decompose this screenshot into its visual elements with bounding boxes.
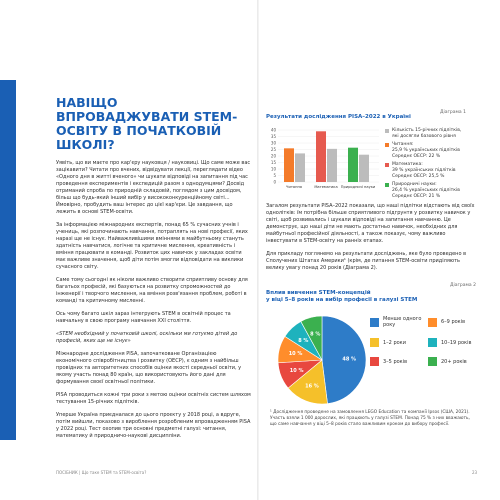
- legend-swatch: [428, 357, 437, 366]
- y-tick-label: 0: [273, 179, 276, 185]
- pie-slice-label: 8 %: [298, 338, 309, 345]
- y-tick-label: 5: [273, 173, 276, 178]
- legend-swatch: [385, 129, 389, 133]
- bar: [295, 153, 305, 182]
- page-title: НАВІЩО ВПРОВАДЖУВАТИ STEM-ОСВІТУ В ПОЧАТКОВІЙ ШКОЛІ?: [56, 95, 238, 152]
- y-tick-label: 30: [270, 140, 276, 146]
- paragraph: Міжнародне дослідження PISA, започатковане Організацією економічного співробітництва і розвитку (ОЕСР), є одним з найбільш провідних та авторитетних способів оцінки якості середньої освіти, у якому участь понад 80 країн, що використовують його дані для формування своєї освітньої політики.: [56, 351, 242, 385]
- pie-slice-label: 10 %: [289, 368, 304, 375]
- legend-item: [370, 338, 422, 347]
- right-text: [266, 203, 476, 278]
- page-number: 23: [472, 470, 478, 475]
- bar: [359, 155, 369, 182]
- y-tick-label: 25: [270, 147, 276, 152]
- legend-label: [392, 142, 460, 160]
- chart2-title-line: Вплив вивчення STEM-концепцій: [266, 290, 371, 296]
- left-footer: ПОСІБНИК | Що таке STEM та STEM-освіта?: [56, 470, 147, 475]
- quote: «STEM необхідний у початковій школі, оскільки ми готуємо дітей до професій, яких ще не існує»: [56, 331, 238, 344]
- paragraph: Уперше Україна приєдналася до цього проєкту у 2018 році, а вдруге, потім вийшли, показово з вироблення розробленим впровадженням PISA у 2022 році. Тест охопив три основні предметні галузі: читання, математику й природничо-наукові дисципліни.: [56, 412, 251, 439]
- legend-line: Читання:: [392, 142, 414, 147]
- legend-line: Середнє ОЕСР: 22 %: [392, 154, 441, 159]
- legend-line: 26,4 % українських підлітків: [392, 188, 460, 193]
- paragraph: Саме тому сьогодні як ніколи важливо створити сприятливу основу для багатьох професій, які базуються на розвитку спроможностей до інженерії і творчого мислення, на вміння розв'язання проблем, роботі в команді та критичному мисленні.: [56, 277, 248, 304]
- x-tick-label: Математика: [314, 185, 338, 189]
- legend-label: 6–9 років: [441, 319, 466, 325]
- chart2-title: [266, 290, 466, 304]
- legend-label: 1–2 роки: [383, 339, 406, 346]
- legend-item: [370, 357, 422, 366]
- legend-swatch: [385, 163, 389, 167]
- page-gutter: [257, 0, 259, 500]
- x-tick-label: Читання: [286, 185, 302, 189]
- legend-swatch: [370, 318, 379, 327]
- legend-swatch: [385, 183, 389, 187]
- diagram-2-label: Діаграма 2: [450, 283, 476, 288]
- footnote: ¹ Дослідження проведене на замовлення LEGO Education та компанії Ipsos (США, 2021). Участь взяли 1 000 дорослих, які працюють у галузі STEM. Понад 75 % з них вважають, що саме навчання у віці 5–8 років стало важливим кроком до вибору професії.: [270, 410, 470, 427]
- stem-pie-chart: [272, 310, 372, 410]
- pie-slice-label: 16 %: [305, 383, 319, 390]
- blue-spine-bar: [0, 80, 16, 440]
- left-page: [40, 96, 252, 446]
- legend-label: 3–5 років: [383, 358, 408, 365]
- legend-line: 25,9 % українських підлітків: [392, 148, 460, 153]
- pie-slice-label: 10 %: [288, 351, 303, 358]
- legend-swatch: [428, 338, 437, 347]
- legend-line: які досягли базового рівня: [392, 134, 456, 139]
- legend-swatch: [370, 338, 379, 347]
- legend-item: [385, 162, 485, 180]
- y-tick-label: 40: [270, 127, 276, 133]
- bar: [348, 148, 358, 182]
- y-tick-label: 10: [270, 166, 276, 172]
- legend-item: [385, 142, 485, 160]
- pie-slice-label: 48 %: [342, 356, 357, 363]
- legend-item: [428, 338, 480, 347]
- bar: [284, 148, 294, 182]
- legend-label: Менше одного року: [383, 316, 422, 328]
- legend-line: Природничі науки:: [392, 182, 437, 187]
- x-tick-label: Природничі науки: [340, 185, 376, 189]
- paragraph: PISA проводиться кожні три роки з метою оцінки освітніх систем шляхом тестування 15-річних підлітків.: [56, 392, 251, 405]
- paragraph: Загалом результати PISA–2022 показали, що наші підлітки відстають від своїх однолітків: їм потрібна більше сприятливого підгрунтя у розвитку навичок у світі, щоб розвивались і шукали відповіді на запитання навчанню. Це демонструє, що наші діти не мають достатньо навичок, необхідних для майбутньої професійної діяльності, а також показує, чому важливо інвестувати в STEM-освіту на ранніх етапах.: [266, 203, 475, 244]
- legend-label: [392, 182, 460, 200]
- bar: [316, 131, 326, 182]
- legend-label: [392, 162, 456, 180]
- chart1-title: Результати дослідження PISA–2022 в Україні: [266, 114, 411, 120]
- legend-line: Математика:: [392, 162, 423, 167]
- legend-item: [428, 316, 480, 328]
- y-tick-label: 35: [270, 134, 276, 139]
- legend-item: [428, 357, 480, 366]
- legend-line: Кількість 15-річних підлітків,: [392, 128, 462, 133]
- chart2-legend: [370, 316, 480, 366]
- chart2-title-line: у віці 5–8 років на вибір професії в галузі STEM: [266, 297, 418, 303]
- legend-swatch: [370, 357, 379, 366]
- legend-item: [385, 182, 485, 200]
- legend-label: 10–19 років: [441, 339, 472, 346]
- paragraph: Уявіть, що ви маєте про кар'єру науковця / науковиці. Що саме може вас зацікавити? Читати про вчених, відвідувати лекції, переглядати відео «Одного дня в житті вченого» чи шукати відповіді на запитання під час проведення експериментів і експедицій разом з однодумцями? Досвід отриманий спроба по природній складовій, поглядом з цим досвідом, більш що будь-який інший вибір у висококонкуренційному світі... Ймовірно, пробудить ваш інтерес до цієї кар'єри. Це завдання, що лежить в основі STEM-освіти.: [56, 160, 251, 215]
- chart1-legend: [385, 128, 485, 202]
- legend-line: 39 % українських підлітків: [392, 168, 456, 173]
- legend-swatch: [428, 318, 437, 327]
- pie-slice-label: 8 %: [310, 331, 321, 338]
- bar: [327, 149, 337, 182]
- legend-swatch: [385, 143, 389, 147]
- paragraph: За інформацією міжнародних експертів, понад 65 % сучасних учнів і учениць, які розпочинають навчання, потраплять на нові професії, яких наразі ще не існує. Найважливішими вміннями в майбутньому стануть здатність навчатися, логічне та критичне мислення, креативність і вміння працювати в команді. Розвиток цих навичок у закладах освіти має важливе значення, щоб діти потім змогли відповідати на виклики сучасного світу.: [56, 222, 248, 270]
- y-tick-label: 20: [270, 153, 276, 159]
- paragraph: Для прикладу поглянемо на результати досліджень, яке було проведено в Сполучених Штатах Америки¹ (крім, де питання STEM-освіти приділяють велику увагу понад 20 років (Діаграма 2).: [266, 251, 467, 271]
- legend-label: 20+ років: [441, 358, 467, 365]
- legend-line: Середнє ОЕСР: 25,5 %: [392, 174, 445, 179]
- legend-item: [385, 128, 485, 140]
- diagram-1-label: Діаграма 1: [440, 110, 466, 115]
- legend-label: [392, 128, 461, 140]
- legend-item: [370, 316, 422, 328]
- paragraph: Ось чому багато шкіл зараз інтегрують STEM в освітній процес та навчальну в свою програму навчання XXI століття.: [56, 311, 231, 324]
- y-tick-label: 15: [270, 160, 276, 165]
- legend-line: Середнє ОЕСР: 21 %: [392, 194, 441, 199]
